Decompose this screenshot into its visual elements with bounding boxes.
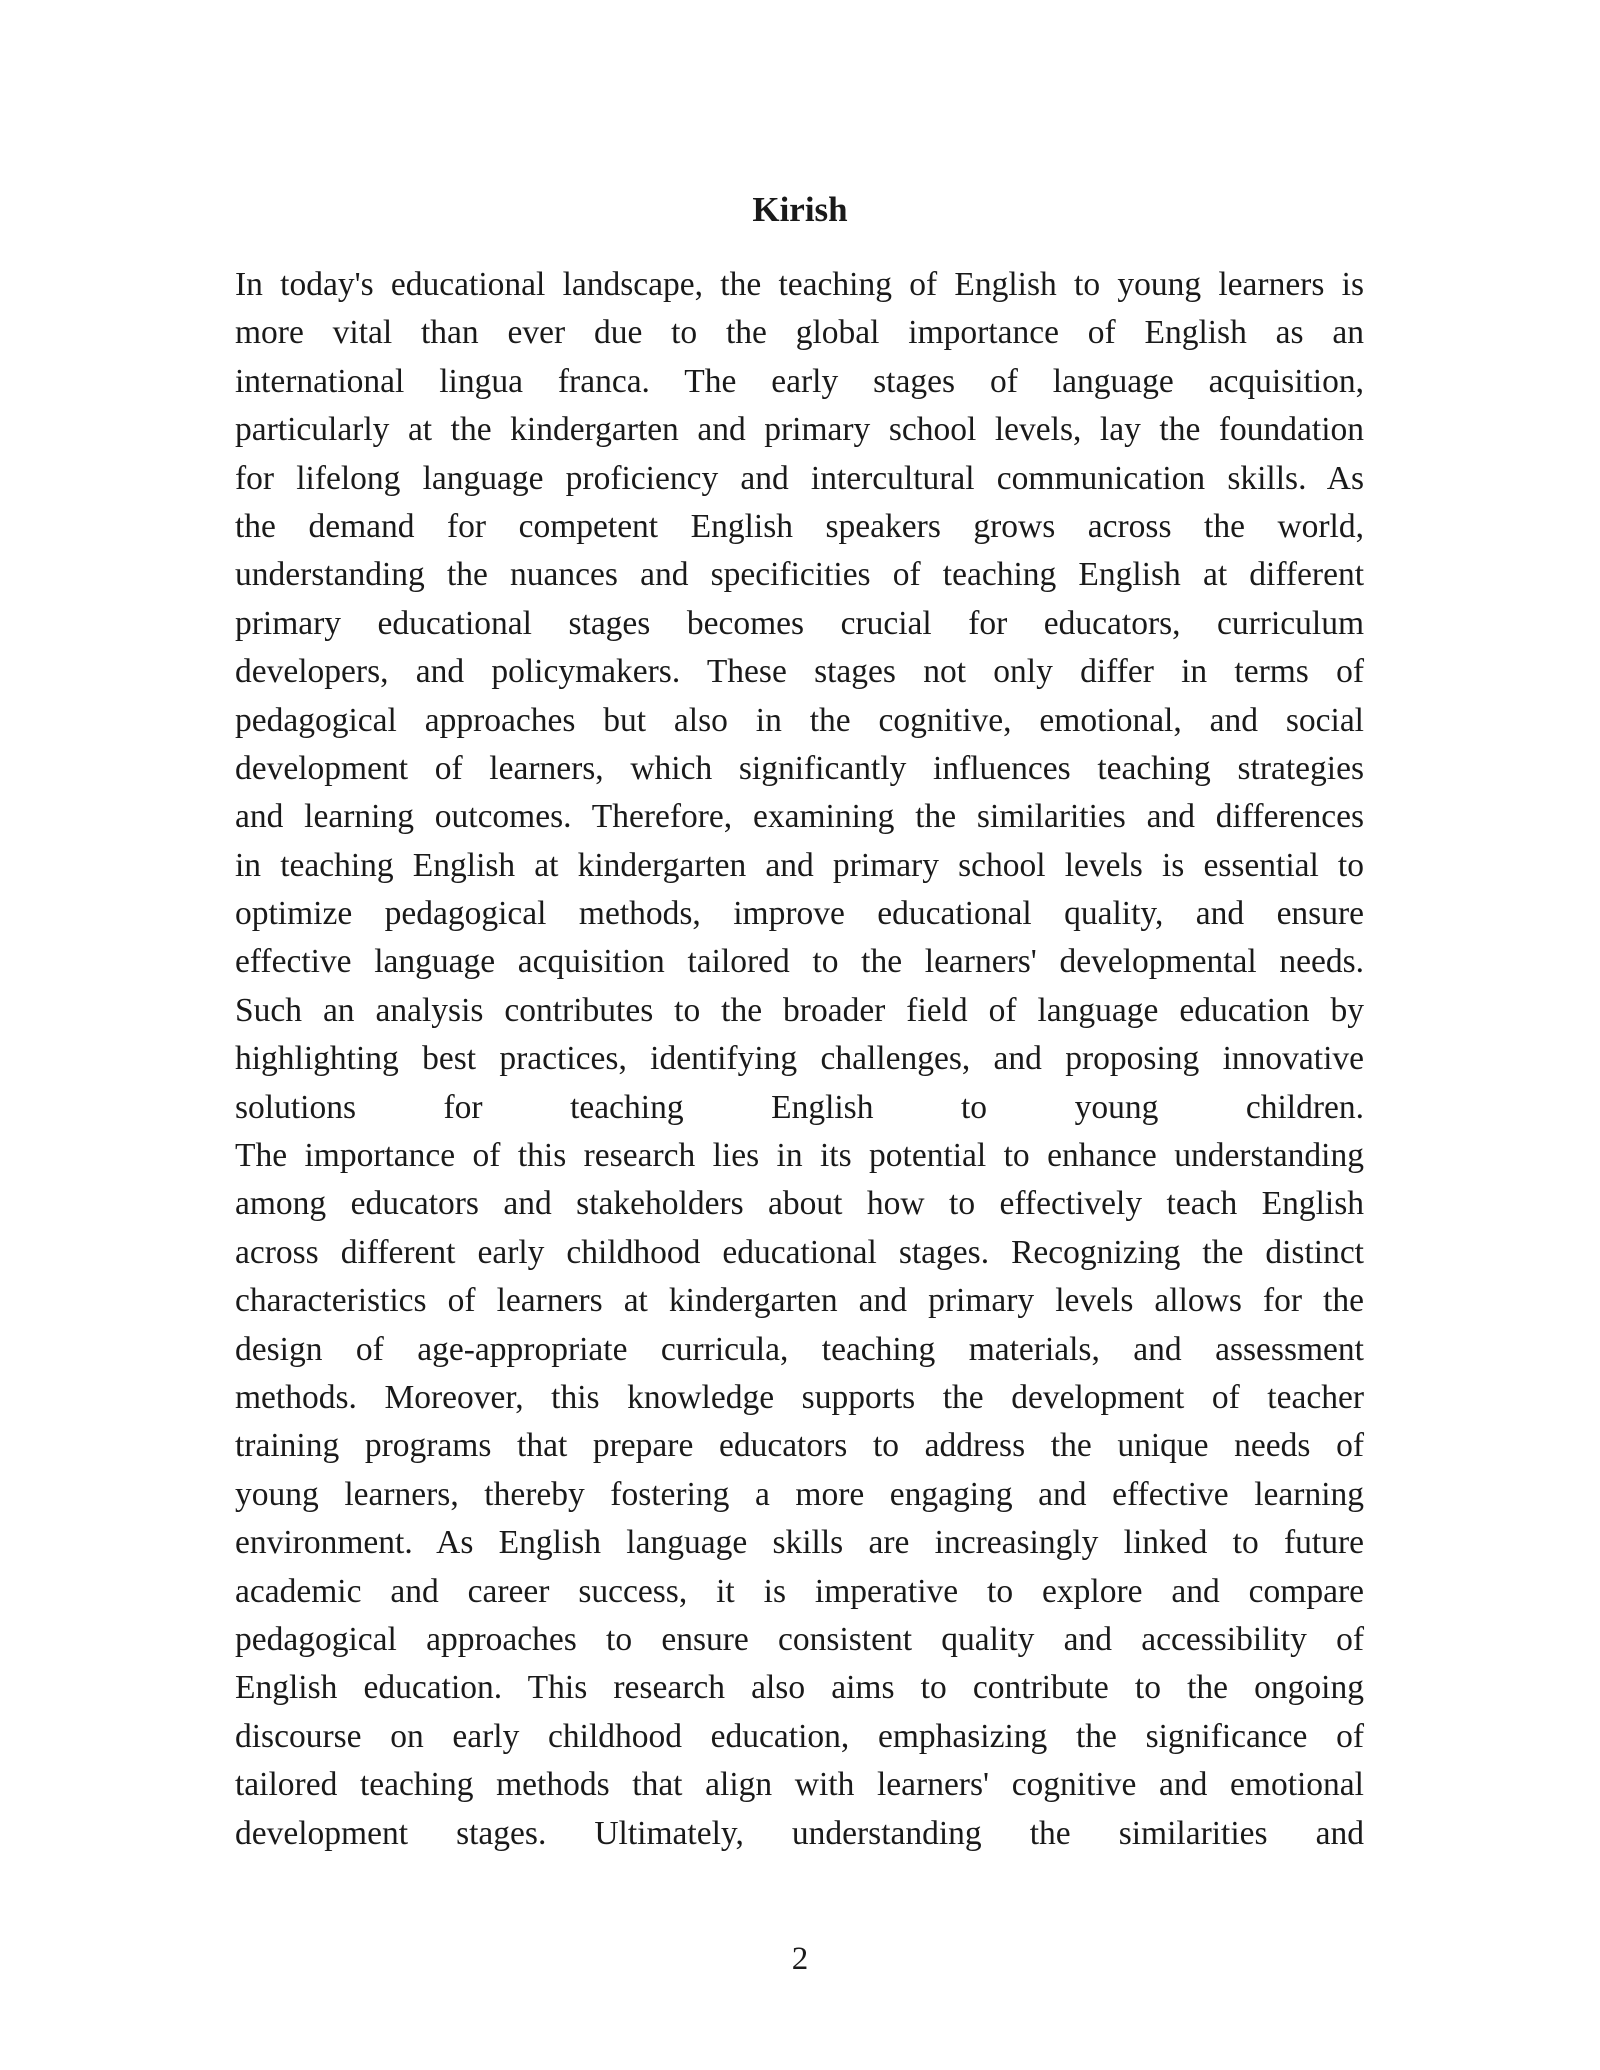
text-line: discourse on early childhood education, emphasizing the significance of xyxy=(235,1717,1364,1755)
text-line: particularly at the kindergarten and primary school levels, lay the foundation xyxy=(235,411,1364,449)
text-line: development stages. Ultimately, understanding the similarities and xyxy=(235,1814,1364,1852)
page-number: 2 xyxy=(791,1941,809,1977)
text-line: for lifelong language proficiency and intercultural communication skills. As xyxy=(235,459,1364,497)
text-line: academic and career success, it is imperative to explore and compare xyxy=(235,1572,1364,1610)
text-line: developers, and policymakers. These stages not only differ in terms of xyxy=(235,653,1364,691)
text-line: the demand for competent English speakers grows across the world, xyxy=(235,507,1364,545)
text-line: training programs that prepare educators to address the unique needs of xyxy=(235,1427,1364,1465)
text-line: and learning outcomes. Therefore, examining the similarities and differences xyxy=(235,798,1364,836)
text-line: pedagogical approaches to ensure consistent quality and accessibility of xyxy=(235,1620,1364,1658)
text-line: across different early childhood educational stages. Recognizing the distinct xyxy=(235,1233,1364,1271)
text-line: more vital than ever due to the global importance of English as an xyxy=(235,314,1364,352)
text-line: highlighting best practices, identifying challenges, and proposing innovative xyxy=(235,1040,1364,1078)
text-line: English education. This research also aims to contribute to the ongoing xyxy=(235,1669,1364,1707)
text-line: characteristics of learners at kindergarten and primary levels allows for the xyxy=(235,1282,1364,1320)
text-line: in teaching English at kindergarten and primary school levels is essential to xyxy=(235,846,1364,884)
text-line: tailored teaching methods that align with learners' cognitive and emotional xyxy=(235,1766,1364,1804)
text-line: The importance of this research lies in its potential to enhance understanding xyxy=(235,1137,1364,1175)
text-line: Such an analysis contributes to the broader field of language education by xyxy=(235,991,1364,1029)
text-line: methods. Moreover, this knowledge supports the development of teacher xyxy=(235,1378,1364,1416)
text-line: young learners, thereby fostering a more engaging and effective learning xyxy=(235,1475,1364,1513)
section-title: Kirish xyxy=(752,190,848,229)
text-line: pedagogical approaches but also in the cognitive, emotional, and social xyxy=(235,701,1364,739)
text-line: solutions for teaching English to young children. xyxy=(235,1088,1364,1126)
text-line: among educators and stakeholders about how to effectively teach English xyxy=(235,1185,1364,1223)
text-line: optimize pedagogical methods, improve educational quality, and ensure xyxy=(235,895,1364,933)
text-line: design of age-appropriate curricula, teaching materials, and assessment xyxy=(235,1330,1364,1368)
text-line: In today's educational landscape, the teaching of English to young learners is xyxy=(235,266,1364,303)
text-line: environment. As English language skills are increasingly linked to future xyxy=(235,1524,1364,1562)
text-line: international lingua franca. The early stages of language acquisition, xyxy=(235,362,1364,400)
text-line: understanding the nuances and specificities of teaching English at different xyxy=(235,556,1364,594)
text-line: effective language acquisition tailored to the learners' developmental needs. xyxy=(235,943,1364,981)
text-line: development of learners, which significantly influences teaching strategies xyxy=(235,749,1364,787)
body-text xyxy=(235,261,1364,1858)
text-line: primary educational stages becomes crucial for educators, curriculum xyxy=(235,604,1364,642)
